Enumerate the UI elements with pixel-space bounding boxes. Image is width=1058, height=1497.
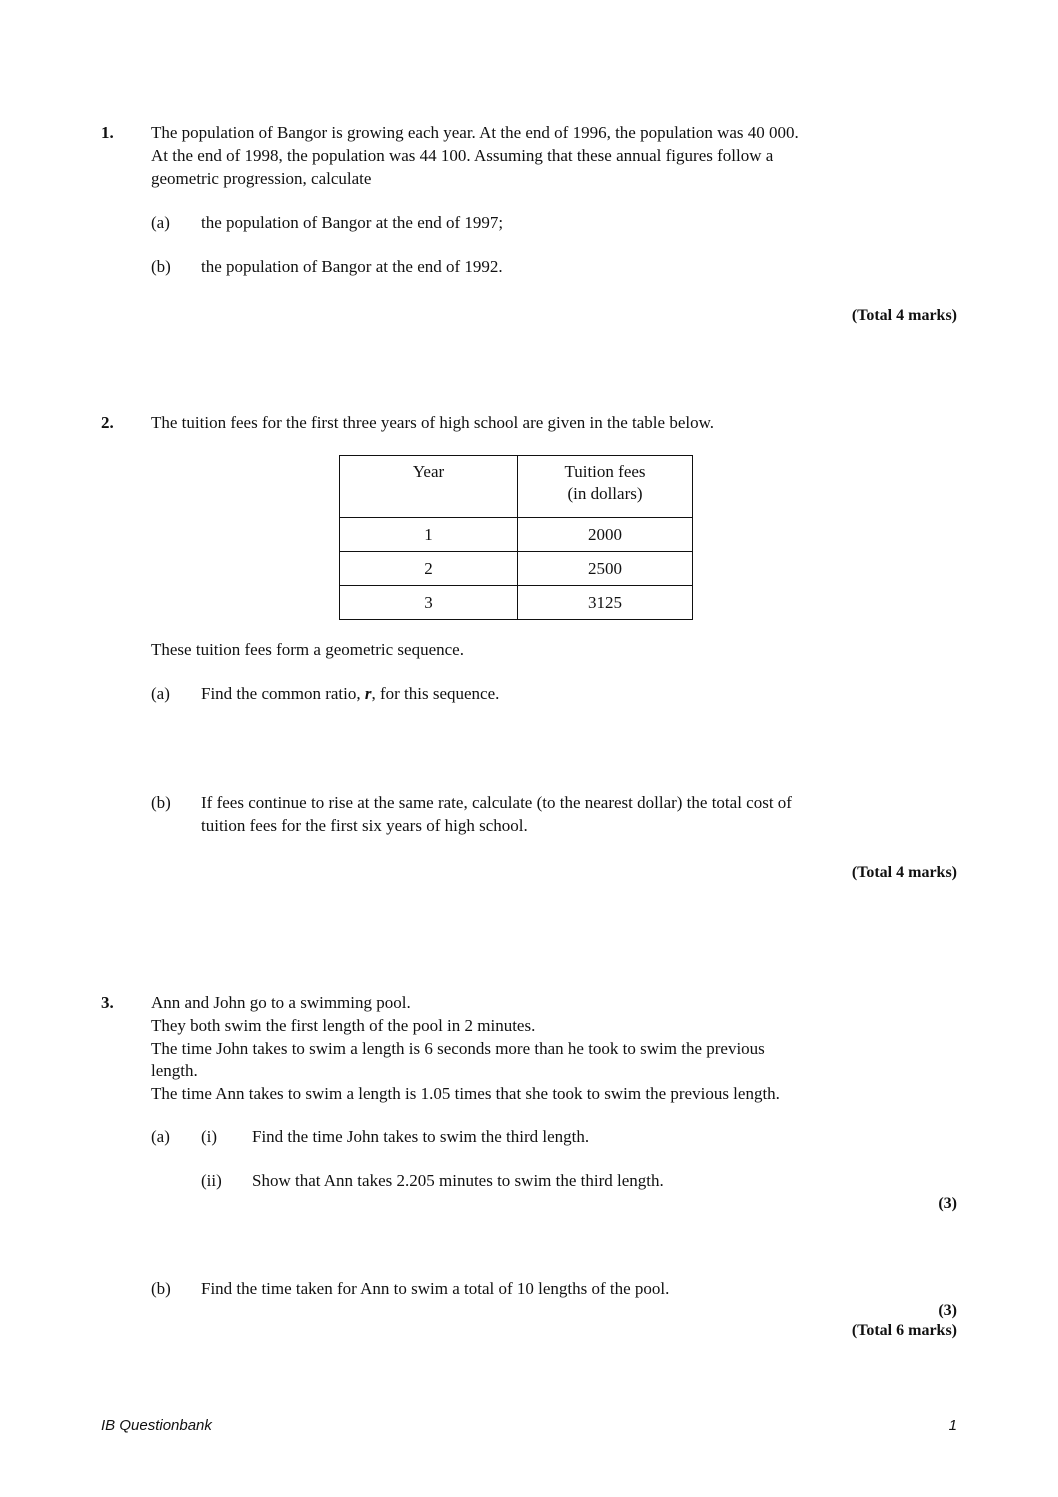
question-1-stem-line-1: The population of Bangor is growing each year. At the end of 1996, the population was 40 000. bbox=[151, 123, 799, 142]
ratio-variable: r bbox=[364, 684, 372, 703]
table-cell-year: 3 bbox=[340, 586, 518, 620]
question-2b-line-1: If fees continue to rise at the same rate, calculate (to the nearest dollar) the total cost of bbox=[201, 793, 792, 812]
question-3a-i-text: Find the time John takes to swim the third length. bbox=[252, 1127, 590, 1146]
footer-page-number: 1 bbox=[948, 1417, 957, 1434]
table-cell-year: 1 bbox=[340, 518, 518, 552]
question-3a-marks: (3) bbox=[938, 1195, 957, 1212]
question-1-stem-line-2: At the end of 1998, the population was 44 100. Assuming that these annual figures follow a bbox=[151, 146, 774, 165]
question-3-total-marks: (Total 6 marks) bbox=[851, 1322, 957, 1339]
question-2-note: These tuition fees form a geometric sequence. bbox=[151, 640, 464, 659]
question-1a-text: the population of Bangor at the end of 1997; bbox=[201, 213, 504, 232]
question-2a-text-before: Find the common ratio, bbox=[201, 684, 365, 703]
question-3-stem-line-2: They both swim the first length of the pool in 2 minutes. bbox=[151, 1016, 536, 1035]
question-2-total-marks: (Total 4 marks) bbox=[851, 864, 957, 881]
question-3a-ii-label: (ii) bbox=[201, 1171, 222, 1190]
question-1a-label: (a) bbox=[151, 213, 170, 232]
question-3a-ii-text: Show that Ann takes 2.205 minutes to swim the third length. bbox=[252, 1171, 664, 1190]
table-header-fees-line-1: Tuition fees bbox=[564, 462, 646, 481]
question-3-number: 3. bbox=[101, 993, 114, 1012]
table-header-year: Year bbox=[340, 456, 518, 518]
table-cell-fee: 2500 bbox=[518, 552, 693, 586]
table-cell-fee: 2000 bbox=[518, 518, 693, 552]
question-3-stem-line-4: length. bbox=[151, 1061, 198, 1080]
question-3a-label: (a) bbox=[151, 1127, 170, 1146]
table-row bbox=[340, 518, 693, 552]
table-header-fees bbox=[518, 456, 693, 518]
question-1b-label: (b) bbox=[151, 257, 171, 276]
question-1-total-marks: (Total 4 marks) bbox=[851, 307, 957, 324]
question-3-stem-line-5: The time Ann takes to swim a length is 1.05 times that she took to swim the previous length. bbox=[151, 1084, 780, 1103]
table-cell-fee: 3125 bbox=[518, 586, 693, 620]
question-3-stem-line-3: The time John takes to swim a length is 6 seconds more than he took to swim the previous bbox=[151, 1039, 765, 1058]
question-1-number: 1. bbox=[101, 123, 114, 142]
question-2b-line-2: tuition fees for the first six years of high school. bbox=[201, 816, 528, 835]
question-2-number: 2. bbox=[101, 413, 114, 432]
question-1-stem-line-3: geometric progression, calculate bbox=[151, 169, 372, 188]
question-2a-label: (a) bbox=[151, 684, 170, 703]
table-header-fees-line-2: (in dollars) bbox=[567, 484, 643, 503]
question-3b-label: (b) bbox=[151, 1279, 171, 1298]
question-3-stem-line-1: Ann and John go to a swimming pool. bbox=[151, 993, 411, 1012]
question-2b-label: (b) bbox=[151, 793, 171, 812]
question-3b-marks: (3) bbox=[938, 1302, 957, 1319]
table-row bbox=[340, 552, 693, 586]
footer-source: IB Questionbank bbox=[101, 1417, 212, 1434]
question-3a-i-label: (i) bbox=[201, 1127, 218, 1146]
question-3b-text: Find the time taken for Ann to swim a total of 10 lengths of the pool. bbox=[201, 1279, 670, 1298]
table-row bbox=[340, 586, 693, 620]
question-2a-text bbox=[201, 683, 499, 705]
question-2-stem: The tuition fees for the first three years of high school are given in the table below. bbox=[151, 413, 715, 432]
tuition-fees-table bbox=[339, 455, 693, 620]
question-1b-text: the population of Bangor at the end of 1992. bbox=[201, 257, 503, 276]
table-cell-year: 2 bbox=[340, 552, 518, 586]
question-2a-text-after: , for this sequence. bbox=[371, 684, 500, 703]
table-header-row bbox=[340, 456, 693, 518]
